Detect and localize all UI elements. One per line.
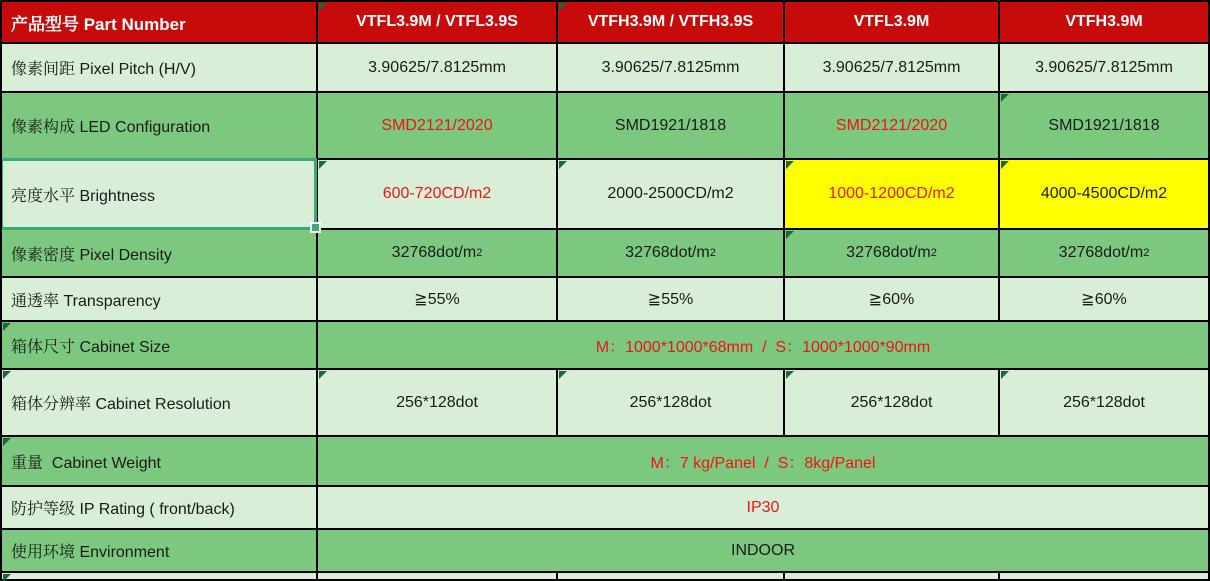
cell-partial-row-v1[interactable] [318, 573, 558, 581]
cell-cabinet-resolution-v3[interactable] [785, 370, 1000, 437]
cell-pixel-pitch-label[interactable] [2, 44, 318, 93]
cell-cabinet-weight-value[interactable] [318, 437, 1210, 487]
cell-partial-row-v3[interactable] [785, 573, 1000, 581]
cell-pixel-density-label[interactable] [2, 230, 318, 278]
error-flag-icon [559, 161, 567, 169]
pixel-pitch-v3-text: 3.90625/7.8125mm [822, 58, 961, 76]
cell-pixel-pitch-v4[interactable] [1000, 44, 1210, 93]
transparency-v2-text: ≧55% [647, 291, 694, 308]
cell-pixel-pitch-v1[interactable] [318, 44, 558, 93]
cabinet-size-value-text: M：1000*1000*68mm / S：1000*1000*90mm [595, 338, 931, 356]
cell-cabinet-resolution-label[interactable] [2, 370, 318, 437]
cabinet-weight-value-text: M：7 kg/Panel / S：8kg/Panel [650, 454, 876, 472]
cell-brightness-v2[interactable] [558, 160, 785, 230]
cell-header-col1[interactable] [318, 2, 558, 44]
brightness-label-text: 亮度水平 Brightness [11, 187, 156, 205]
pixel-density-v4-text: 32768dot/m [1058, 244, 1144, 261]
led-config-v3-text: SMD2121/2020 [835, 116, 948, 134]
environment-value-text: INDOOR [731, 541, 795, 559]
cabinet-size-label-text: 箱体尺寸 Cabinet Size [11, 338, 171, 356]
pixel-density-v3-text: 32768dot/m [846, 244, 931, 261]
cell-cabinet-resolution-v4[interactable] [1000, 370, 1210, 437]
error-flag-icon [786, 161, 794, 169]
error-flag-icon [786, 231, 794, 239]
error-flag-icon [319, 371, 327, 379]
cell-brightness-v3[interactable] [785, 160, 1000, 230]
cell-led-config-v3[interactable] [785, 93, 1000, 160]
cell-environment-value[interactable] [318, 530, 1210, 573]
cell-header-col4[interactable] [1000, 2, 1210, 44]
header-label-text: 产品型号 Part Number [11, 14, 186, 34]
cell-led-config-v1[interactable] [318, 93, 558, 160]
error-flag-icon [1001, 161, 1009, 169]
cell-cabinet-resolution-v1[interactable] [318, 370, 558, 437]
error-flag-icon [3, 323, 11, 331]
cell-transparency-v2[interactable] [558, 278, 785, 322]
error-flag-icon [1001, 94, 1009, 102]
cell-brightness-v4[interactable] [1000, 160, 1210, 230]
header-col1-text: VTFL3.9M / VTFL3.9S [356, 13, 518, 30]
cell-header-col3[interactable] [785, 2, 1000, 44]
error-flag-icon [559, 371, 567, 379]
cell-header-col2[interactable] [558, 2, 785, 44]
cell-led-config-label[interactable] [2, 93, 318, 160]
transparency-label-text: 通透率 Transparency [11, 292, 161, 310]
pixel-density-v1-text: 32768dot/m [391, 244, 477, 261]
ip-rating-value-text: IP30 [746, 498, 780, 516]
cell-brightness-v1[interactable] [318, 160, 558, 230]
fill-handle[interactable] [310, 222, 321, 233]
cell-partial-row-label[interactable] [2, 573, 318, 581]
cabinet-weight-label-text: 重量 Cabinet Weight [11, 454, 161, 472]
cabinet-resolution-v1-text: 256*128dot [396, 393, 478, 411]
ip-rating-label-text: 防护等级 IP Rating ( front/back) [11, 501, 235, 518]
header-col2-text: VTFH3.9M / VTFH3.9S [587, 13, 754, 30]
cabinet-resolution-v3-text: 256*128dot [850, 393, 933, 411]
error-flag-icon [786, 371, 794, 379]
cell-pixel-pitch-v3[interactable] [785, 44, 1000, 93]
cell-ip-rating-label[interactable] [2, 487, 318, 530]
brightness-v3-text: 1000-1200CD/m2 [828, 185, 955, 202]
cell-transparency-v1[interactable] [318, 278, 558, 322]
transparency-v4-text: ≧60% [1081, 291, 1127, 308]
error-flag-icon [319, 3, 327, 11]
error-flag-icon [559, 3, 567, 11]
cell-environment-label[interactable] [2, 530, 318, 573]
cabinet-resolution-v4-text: 256*128dot [1063, 393, 1145, 411]
pixel-pitch-v1-text: 3.90625/7.8125mm [368, 58, 506, 76]
pixel-density-v2-text: 32768dot/m [625, 244, 710, 261]
header-col3-text: VTFL3.9M [853, 13, 930, 30]
cell-ip-rating-value[interactable] [318, 487, 1210, 530]
pixel-pitch-label-text: 像素间距 Pixel Pitch (H/V) [11, 61, 196, 78]
transparency-v1-text: ≧55% [414, 291, 460, 308]
pixel-pitch-v4-text: 3.90625/7.8125mm [1035, 58, 1173, 76]
cell-transparency-v3[interactable] [785, 278, 1000, 322]
environment-label-text: 使用环境 Environment [11, 544, 170, 561]
brightness-v4-text: 4000-4500CD/m2 [1040, 185, 1168, 202]
cell-cabinet-size-value[interactable] [318, 322, 1210, 370]
led-config-label-text: 像素构成 LED Configuration [11, 119, 211, 136]
pixel-density-label-text: 像素密度 Pixel Density [11, 246, 172, 264]
error-flag-icon [3, 438, 11, 446]
cell-header-label[interactable] [2, 2, 318, 44]
pixel-pitch-v2-text: 3.90625/7.8125mm [601, 58, 740, 76]
cell-cabinet-size-label[interactable] [2, 322, 318, 370]
cell-pixel-density-v2[interactable]: 32768dot/m 2 [558, 230, 785, 278]
error-flag-icon [319, 161, 327, 169]
cell-cabinet-resolution-v2[interactable] [558, 370, 785, 437]
cell-transparency-label[interactable] [2, 278, 318, 322]
cell-partial-row-v2[interactable] [558, 573, 785, 581]
cell-pixel-density-v3[interactable]: 32768dot/m 2 [785, 230, 1000, 278]
header-col4-text: VTFH3.9M [1065, 13, 1143, 30]
cabinet-resolution-label-text: 箱体分辨率 Cabinet Resolution [11, 396, 231, 413]
error-flag-icon [3, 574, 11, 581]
led-config-v1-text: SMD2121/2020 [381, 116, 493, 134]
error-flag-icon [3, 371, 11, 379]
cell-transparency-v4[interactable] [1000, 278, 1210, 322]
cell-led-config-v4[interactable] [1000, 93, 1210, 160]
error-flag-icon [1001, 371, 1009, 379]
cell-pixel-density-v1[interactable]: 32768dot/m 2 [318, 230, 558, 278]
cell-cabinet-weight-label[interactable] [2, 437, 318, 487]
cell-partial-row-v4[interactable] [1000, 573, 1210, 581]
cell-pixel-pitch-v2[interactable] [558, 44, 785, 93]
cell-led-config-v2[interactable] [558, 93, 785, 160]
transparency-v3-text: ≧60% [868, 291, 915, 308]
cell-brightness-label-selected[interactable] [2, 160, 318, 230]
cell-pixel-density-v4[interactable]: 32768dot/m 2 [1000, 230, 1210, 278]
led-config-v4-text: SMD1921/1818 [1048, 116, 1160, 134]
spec-table [2, 2, 1210, 581]
brightness-v1-text: 600-720CD/m2 [382, 185, 492, 202]
brightness-v2-text: 2000-2500CD/m2 [607, 185, 734, 202]
cabinet-resolution-v2-text: 256*128dot [629, 393, 712, 411]
led-config-v2-text: SMD1921/1818 [614, 116, 727, 134]
